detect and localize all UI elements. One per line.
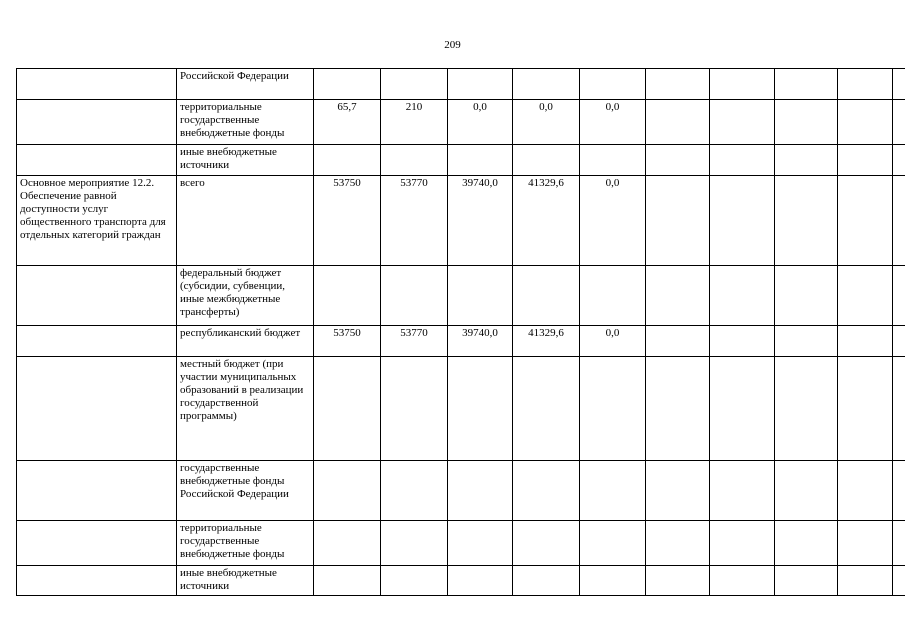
- value-cell: [775, 266, 838, 326]
- value-cell: [448, 145, 513, 176]
- activity-cell: Основное мероприятие 12.2. Обеспечение равной доступности услуг общественного транспорта для отдельных категорий граждан: [17, 176, 177, 266]
- value-cell: 0,0: [448, 100, 513, 145]
- value-cell: [838, 357, 893, 461]
- value-cell: [646, 145, 710, 176]
- value-cell: [513, 461, 580, 521]
- value-cell: [580, 357, 646, 461]
- value-cell: [646, 69, 710, 100]
- table-row: [17, 461, 905, 521]
- value-cell: [513, 69, 580, 100]
- activity-cell: [17, 100, 177, 145]
- value-cell: [513, 145, 580, 176]
- value-cell: [838, 266, 893, 326]
- value-cell: [646, 326, 710, 357]
- value-cell: [710, 266, 775, 326]
- table-body: [17, 69, 905, 596]
- value-cell: 53770: [381, 326, 448, 357]
- value-cell: [513, 521, 580, 566]
- value-cell: [381, 266, 448, 326]
- value-cell: [893, 357, 905, 461]
- value-cell: [775, 326, 838, 357]
- table-row: [17, 266, 905, 326]
- funding-source-cell: республиканский бюджет: [177, 326, 314, 357]
- table-row: [17, 521, 905, 566]
- value-cell: [775, 176, 838, 266]
- value-cell: [710, 176, 775, 266]
- value-cell: [448, 566, 513, 596]
- activity-cell: [17, 357, 177, 461]
- value-cell: [314, 357, 381, 461]
- value-cell: [893, 326, 905, 357]
- value-cell: [314, 566, 381, 596]
- funding-source-cell: местный бюджет (при участии муниципальных образований в реализации государственной программы): [177, 357, 314, 461]
- value-cell: [381, 566, 448, 596]
- value-cell: [838, 326, 893, 357]
- value-cell: [775, 145, 838, 176]
- value-cell: 53750: [314, 326, 381, 357]
- value-cell: [381, 145, 448, 176]
- activity-cell: [17, 326, 177, 357]
- value-cell: [775, 357, 838, 461]
- value-cell: [513, 566, 580, 596]
- value-cell: [893, 566, 905, 596]
- funding-source-cell: территориальные государственные внебюджетные фонды: [177, 521, 314, 566]
- value-cell: [580, 461, 646, 521]
- table-row: [17, 566, 905, 596]
- value-cell: [775, 461, 838, 521]
- value-cell: [710, 357, 775, 461]
- value-cell: 39740,0: [448, 326, 513, 357]
- value-cell: [314, 266, 381, 326]
- activity-cell: [17, 69, 177, 100]
- value-cell: 0,0: [580, 326, 646, 357]
- value-cell: [580, 145, 646, 176]
- value-cell: [646, 266, 710, 326]
- value-cell: [775, 566, 838, 596]
- table-row: [17, 357, 905, 461]
- value-cell: 53770: [381, 176, 448, 266]
- value-cell: [448, 461, 513, 521]
- value-cell: [314, 461, 381, 521]
- value-cell: [314, 521, 381, 566]
- value-cell: [710, 521, 775, 566]
- page-number: 209: [444, 39, 461, 51]
- value-cell: [838, 521, 893, 566]
- value-cell: 0,0: [580, 176, 646, 266]
- value-cell: [893, 521, 905, 566]
- value-cell: [893, 461, 905, 521]
- value-cell: [893, 176, 905, 266]
- funding-source-cell: иные внебюджетные источники: [177, 145, 314, 176]
- value-cell: [838, 69, 893, 100]
- value-cell: [710, 69, 775, 100]
- activity-cell: [17, 461, 177, 521]
- table-row: [17, 69, 905, 100]
- activity-cell: [17, 521, 177, 566]
- value-cell: [710, 145, 775, 176]
- value-cell: 65,7: [314, 100, 381, 145]
- value-cell: [838, 461, 893, 521]
- funding-source-cell: государственные внебюджетные фонды Российской Федерации: [177, 461, 314, 521]
- value-cell: [893, 69, 905, 100]
- funding-source-cell: федеральный бюджет (субсидии, субвенции, иные межбюджетные трансферты): [177, 266, 314, 326]
- value-cell: [838, 176, 893, 266]
- funding-source-cell: иные внебюджетные источники: [177, 566, 314, 596]
- value-cell: [448, 69, 513, 100]
- value-cell: [710, 100, 775, 145]
- table-row: [17, 145, 905, 176]
- value-cell: [646, 100, 710, 145]
- table-row: [17, 100, 905, 145]
- funding-source-cell: всего: [177, 176, 314, 266]
- activity-cell: [17, 566, 177, 596]
- value-cell: [580, 566, 646, 596]
- value-cell: 210: [381, 100, 448, 145]
- value-cell: [838, 566, 893, 596]
- value-cell: [893, 266, 905, 326]
- value-cell: [314, 69, 381, 100]
- value-cell: 0,0: [580, 100, 646, 145]
- value-cell: [775, 521, 838, 566]
- activity-cell: [17, 145, 177, 176]
- value-cell: [513, 357, 580, 461]
- value-cell: 41329,6: [513, 326, 580, 357]
- value-cell: [381, 461, 448, 521]
- value-cell: [381, 357, 448, 461]
- value-cell: [710, 566, 775, 596]
- value-cell: [513, 266, 580, 326]
- value-cell: [893, 145, 905, 176]
- value-cell: [893, 100, 905, 145]
- value-cell: [646, 461, 710, 521]
- funding-source-cell: территориальные государственные внебюджетные фонды: [177, 100, 314, 145]
- activity-cell: [17, 266, 177, 326]
- value-cell: [646, 521, 710, 566]
- value-cell: [646, 176, 710, 266]
- value-cell: [448, 266, 513, 326]
- value-cell: 53750: [314, 176, 381, 266]
- value-cell: [381, 521, 448, 566]
- budget-table: [16, 68, 905, 596]
- value-cell: [710, 326, 775, 357]
- value-cell: 0,0: [513, 100, 580, 145]
- value-cell: [448, 521, 513, 566]
- value-cell: [838, 145, 893, 176]
- funding-source-cell: Российской Федерации: [177, 69, 314, 100]
- value-cell: [838, 100, 893, 145]
- value-cell: [314, 145, 381, 176]
- value-cell: [580, 521, 646, 566]
- table-row: [17, 176, 905, 266]
- value-cell: [775, 100, 838, 145]
- value-cell: [710, 461, 775, 521]
- value-cell: [580, 69, 646, 100]
- value-cell: [646, 566, 710, 596]
- value-cell: 41329,6: [513, 176, 580, 266]
- table-row: [17, 326, 905, 357]
- value-cell: 39740,0: [448, 176, 513, 266]
- value-cell: [381, 69, 448, 100]
- value-cell: [775, 69, 838, 100]
- value-cell: [580, 266, 646, 326]
- value-cell: [646, 357, 710, 461]
- value-cell: [448, 357, 513, 461]
